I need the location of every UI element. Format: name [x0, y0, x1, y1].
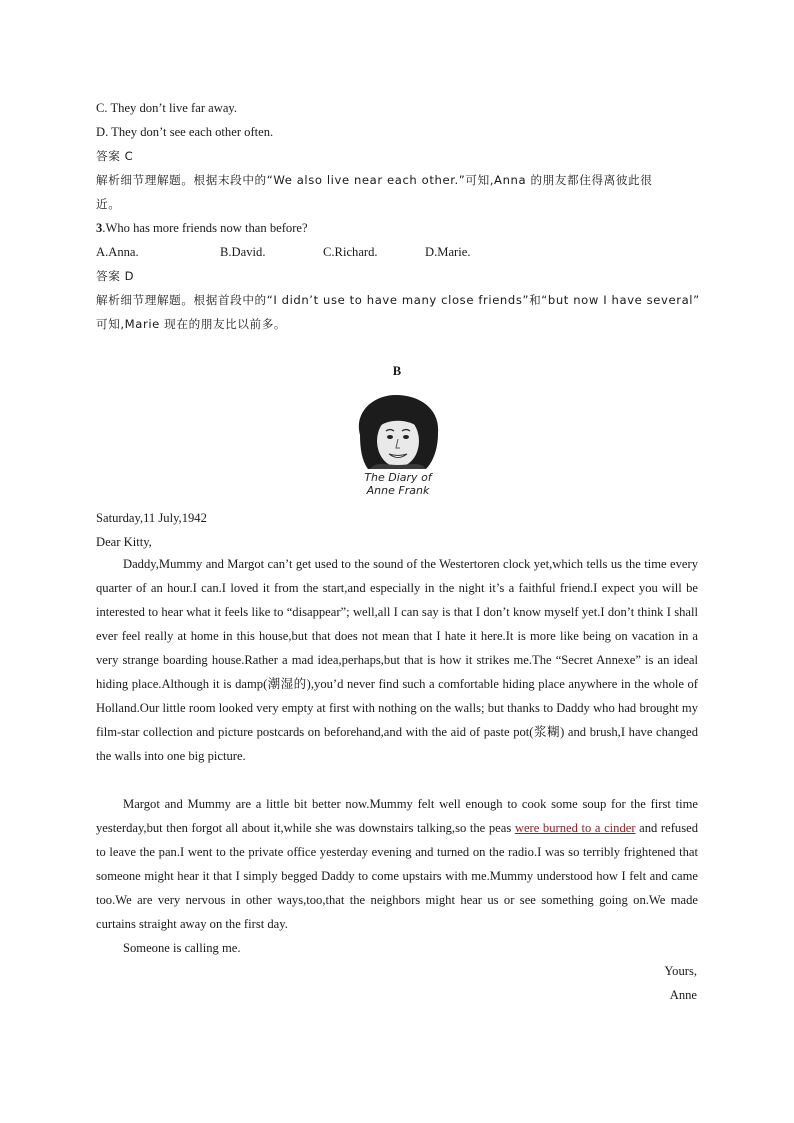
- image-caption-line1: The Diary of: [364, 471, 432, 484]
- q3-question-text: .Who has more friends now than before?: [102, 221, 308, 235]
- q3-option-c: C.Richard.: [323, 245, 378, 259]
- diary-paragraph-3-text: Someone is calling me.: [123, 941, 241, 955]
- q3-answer: 答案 D: [96, 269, 135, 283]
- q2-answer: 答案 C: [96, 149, 134, 163]
- q3-option-b: B.David.: [220, 245, 266, 259]
- q2-analysis-line2: 近。: [96, 197, 121, 211]
- q3-question: [96, 220, 308, 236]
- q2-option-d: D. They don’t see each other often.: [96, 125, 274, 139]
- q3-option-d: D.Marie.: [425, 245, 471, 259]
- diary-paragraph-1: [96, 552, 698, 768]
- diary-signature: Anne: [669, 988, 697, 1002]
- underlined-phrase: were burned to a cinder: [514, 821, 636, 835]
- q2-analysis-line1: 解析细节理解题。根据末段中的“We also live near each other.”可知,Anna 的朋友都住得离彼此很: [96, 173, 653, 187]
- diary-paragraph-3: [96, 936, 698, 960]
- image-caption-line2: Anne Frank: [366, 484, 430, 497]
- q3-number: 3: [96, 221, 103, 235]
- diary-paragraph-2: [96, 792, 698, 936]
- q2-option-c: C. They don’t live far away.: [96, 101, 238, 115]
- diary-greeting: Dear Kitty,: [96, 535, 152, 549]
- diary-paragraph-1-text: Daddy,Mummy and Margot can’t get used to the sound of the Westertoren clock yet,which tells us the time every quarter of an hour.I can.I loved it from the start,and especially in the night it’s a faithful friend.I expect you will be interested to hear what it feels like to “disappear”; well,all I can say is that I don’t know myself yet.I don’t think I shall ever feel really at home in this house,but that does not mean that I hate it here.It is more like being on vacation in a very strange boarding house.Rather a mad idea,perhaps,but that is how it strikes me.The “Secret Annexe” is an ideal hiding place.Although it is damp(潮湿的),you’d never find such a comfortable hiding place anywhere in the whole of Holland.Our little room looked very empty at first with nothing on the walls; but thanks to Daddy who had brought my film-star collection and picture postcards on beforehand,and with the aid of paste pot(浆糊) and brush,I have changed the walls into one big picture.: [96, 557, 698, 763]
- q3-option-a: A.Anna.: [96, 245, 139, 259]
- diary-closing: Yours,: [664, 964, 697, 978]
- q3-analysis-line2: 可知,Marie 现在的朋友比以前多。: [96, 317, 287, 331]
- diary-paragraph-2-after: and refused to leave the pan.I went to the private office yesterday evening and turned on the radio.I was so terribly frightened that someone might hear it that I simply begged Daddy to come upstairs with me.Mummy understood how I felt and came too.We are very nervous in other ways,too,that the neighbors might hear us or see something going on.We made curtains straight away on the first day.: [96, 821, 698, 931]
- anne-frank-portrait-image: [346, 391, 450, 497]
- diary-paragraph-2-before: Margot and Mummy are a little bit better now.Mummy felt well enough to cook some soup for the first time yesterday,but then forgot all about it,while she was downstairs talking,so the peas: [96, 797, 698, 835]
- diary-date: Saturday,11 July,1942: [96, 511, 207, 525]
- q3-analysis-line1: 解析细节理解题。根据首段中的“I didn’t use to have many close friends”和“but now I have several”: [96, 293, 700, 307]
- section-b-label: B: [392, 364, 402, 378]
